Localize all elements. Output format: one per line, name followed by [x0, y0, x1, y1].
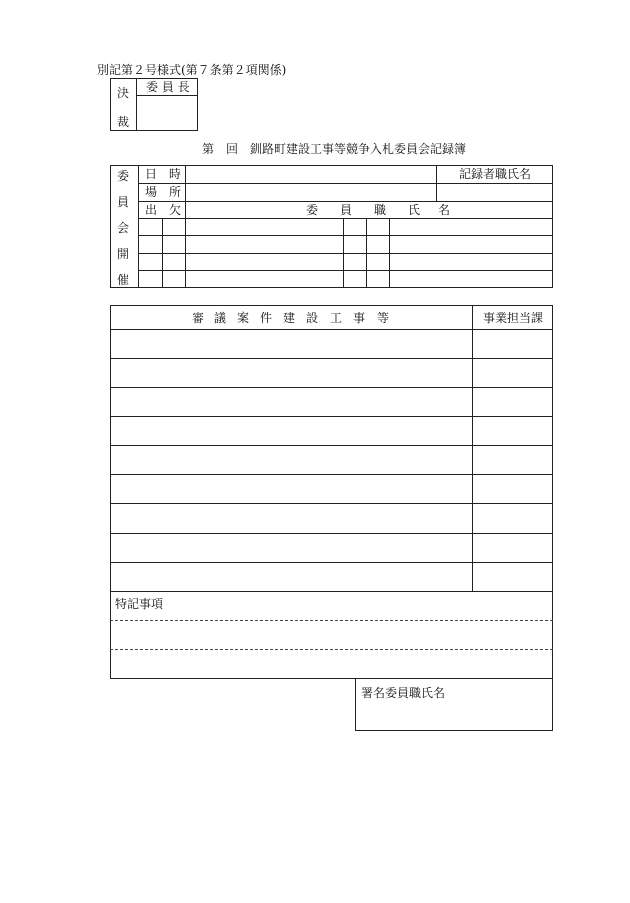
dept-header: 事業担当課 [483, 311, 544, 325]
document-title: 第 回 釧路町建設工事等競争入札委員会記録簿 [202, 142, 467, 156]
deliberation-header-char-1: 審 [192, 311, 205, 325]
side-char-3: 会 [117, 221, 130, 235]
remarks-label: 特記事項 [115, 597, 164, 611]
place-char-2: 所 [169, 185, 182, 199]
form-label: 別記第２号様式(第７条第２項関係) [97, 63, 287, 77]
datetime-char-2: 時 [169, 167, 182, 181]
deliberation-header-char-6: 設 [306, 311, 319, 325]
deliberation-header-char-3: 案 [237, 311, 250, 325]
deliberation-header-char-9: 等 [377, 311, 390, 325]
recorder-label: 記録者職氏名 [459, 167, 532, 181]
deliberation-table [110, 305, 553, 679]
place-char-1: 場 [145, 185, 158, 199]
side-char-2: 員 [117, 195, 130, 209]
members-header-char-1: 委 [306, 203, 319, 217]
signature-label: 署名委員職氏名 [361, 686, 446, 700]
chair-label: 委 員 長 [146, 80, 190, 94]
deliberation-header-char-2: 議 [214, 311, 227, 325]
attendance-char-1: 出 [145, 203, 158, 217]
side-char-1: 委 [117, 169, 130, 183]
attendance-char-2: 欠 [169, 203, 182, 217]
deliberation-header-char-5: 建 [283, 311, 296, 325]
side-char-5: 催 [117, 273, 130, 287]
deliberation-header-char-7: 工 [330, 311, 343, 325]
deliberation-header-char-8: 事 [353, 311, 366, 325]
datetime-char-1: 日 [145, 167, 158, 181]
members-header-char-3: 職 [374, 203, 387, 217]
approval-char-1: 決 [117, 86, 130, 100]
members-header-char-2: 員 [340, 203, 353, 217]
approval-char-2: 裁 [117, 115, 130, 129]
members-header-char-4: 氏 [408, 203, 421, 217]
deliberation-header-char-4: 件 [260, 311, 273, 325]
side-char-4: 開 [117, 247, 130, 261]
members-header-char-5: 名 [438, 203, 451, 217]
